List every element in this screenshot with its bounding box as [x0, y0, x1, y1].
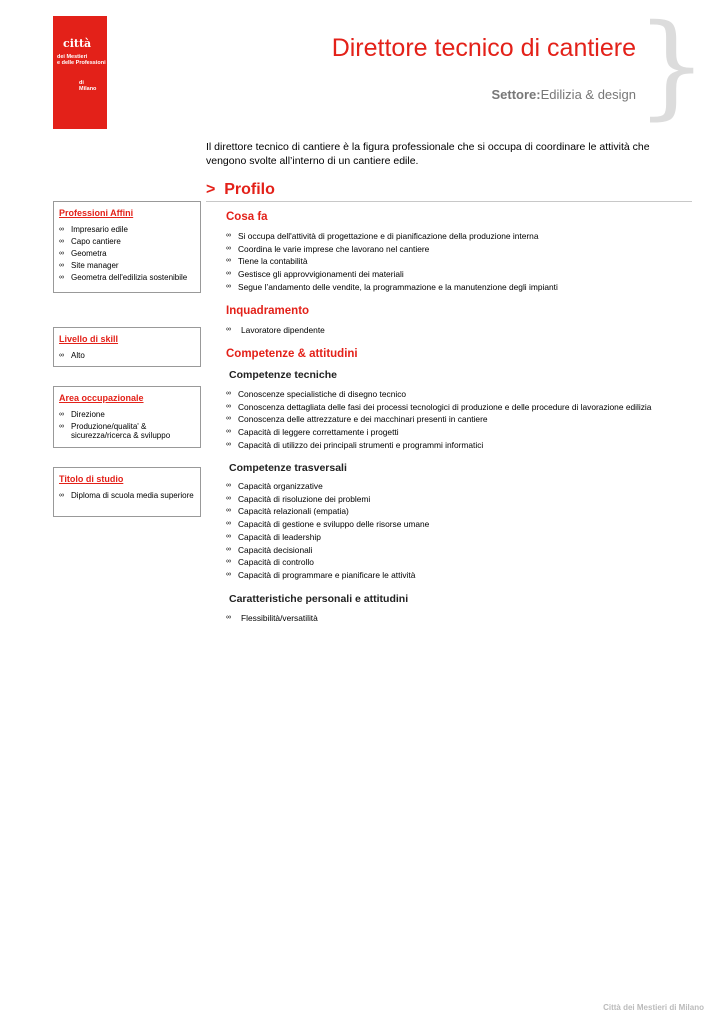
competenze-trasversali-heading: Competenze trasversali: [229, 462, 347, 474]
infinity-bullet-icon: ∞: [59, 226, 64, 233]
titolo-title: Titolo di studio: [59, 474, 124, 484]
infinity-bullet-icon: ∞: [59, 262, 64, 269]
infinity-bullet-icon: ∞: [59, 423, 64, 430]
infinity-bullet-icon: ∞: [226, 532, 231, 540]
competenze-trasversali-list: [226, 480, 429, 582]
sidebar-box-professioni: [53, 201, 201, 293]
infinity-bullet-icon: ∞: [226, 415, 231, 423]
cosa-fa-list: [226, 230, 558, 294]
infinity-bullet-icon: ∞: [226, 520, 231, 528]
list-item: ∞ Flessibilità/versatilità: [226, 613, 318, 623]
profilo-heading: [206, 181, 692, 202]
infinity-bullet-icon: ∞: [226, 326, 231, 333]
infinity-bullet-icon: ∞: [226, 390, 231, 397]
list-item: ∞ Impresario edile: [59, 225, 128, 234]
list-item: ∞ Geometra dell'edilizia sostenibile: [59, 273, 188, 282]
list-item: ∞ Capo cantiere: [59, 237, 121, 246]
infinity-bullet-icon: ∞: [226, 402, 231, 410]
list-item: ∞ Gestisce gli approvvigionamenti dei materiali: [226, 269, 404, 280]
list-item: ∞ Segue l’andamento delle vendite, la programmazione e la manutenzione degli impianti: [226, 281, 558, 292]
list-item: ∞ Geometra: [59, 249, 107, 258]
sidebar-box-skill: [53, 327, 201, 367]
infinity-bullet-icon: ∞: [59, 352, 64, 359]
professioni-title: Professioni Affini: [59, 208, 134, 218]
list-item: ∞ Produzione/qualita' & sicurezza/ricerca & sviluppo: [59, 422, 171, 440]
infinity-bullet-icon: ∞: [226, 270, 231, 278]
logo-line-mestieri-b: e delle Professioni: [57, 60, 106, 66]
sidebar-box-titolo: [53, 467, 201, 517]
caratteristiche-heading: Caratteristiche personali e attitudini: [229, 593, 409, 605]
logo-line-mestieri: [57, 54, 107, 66]
caratteristiche-list: [226, 612, 318, 625]
list-item: ∞ Site manager: [59, 261, 119, 270]
skill-title: Livello di skill: [59, 334, 119, 344]
titolo-list: [59, 491, 195, 500]
list-item: ∞ Conoscenze specialistiche di disegno tecnico: [226, 389, 407, 399]
list-item: ∞ Direzione: [59, 410, 105, 419]
infinity-bullet-icon: ∞: [226, 282, 231, 290]
infinity-bullet-icon: ∞: [226, 545, 231, 553]
intro-paragraph: Il direttore tecnico di cantiere è la figura professionale che si occupa di coordinare le attività che vengono svolte all’interno di un cantiere edile.: [206, 141, 650, 167]
competenze-tecniche-heading: Competenze tecniche: [229, 369, 337, 381]
sidebar-box-area: [53, 386, 201, 448]
infinity-bullet-icon: ∞: [226, 232, 231, 239]
list-item: ∞ Diploma di scuola media superiore: [59, 491, 194, 500]
list-item: ∞ Lavoratore dipendente: [226, 325, 325, 335]
infinity-bullet-icon: ∞: [226, 428, 231, 436]
competenze-heading: Competenze & attitudini: [226, 348, 358, 360]
footer-text: Città dei Mestieri di Milano: [603, 1003, 704, 1012]
infinity-bullet-icon: ∞: [59, 274, 64, 281]
logo-line-milano-text: Milano: [79, 86, 97, 92]
logo-line-milano: [79, 80, 96, 92]
profilo-title: Profilo: [224, 181, 275, 198]
list-item: ∞ Capacità relazionali (empatia): [226, 506, 349, 517]
infinity-bullet-icon: ∞: [226, 257, 231, 265]
list-item: ∞ Capacità di utilizzo dei principali strumenti e programmi informatici: [226, 439, 484, 450]
infinity-bullet-icon: ∞: [226, 614, 231, 621]
logo-line-citta: città: [63, 37, 92, 50]
list-item: ∞ Conoscenza dettagliata delle fasi dei processi tecnologici di produzione e delle procedure di lavorazione edilizia: [226, 401, 652, 412]
infinity-bullet-icon: ∞: [59, 250, 64, 257]
list-item: ∞ Capacità di leggere correttamente i progetti: [226, 427, 399, 438]
list-item: ∞ Alto: [59, 351, 85, 360]
list-item: ∞ Si occupa dell'attività di progettazione e di pianificazione della produzione interna: [226, 231, 539, 241]
infinity-bullet-icon: ∞: [59, 492, 64, 499]
profilo-marker: >: [206, 181, 216, 198]
logo: [53, 16, 107, 129]
logo-line-di: di: [79, 80, 84, 86]
decorative-brace: }: [636, 1, 708, 131]
settore-label: Settore:: [491, 87, 541, 102]
infinity-bullet-icon: ∞: [226, 482, 231, 489]
skill-list: [59, 351, 195, 360]
page-title: Direttore tecnico di cantiere: [331, 34, 636, 62]
list-item: ∞ Capacità di leadership: [226, 531, 321, 542]
list-item: ∞ Capacità di programmare e pianificare le attività: [226, 569, 416, 580]
infinity-bullet-icon: ∞: [59, 411, 64, 418]
infinity-bullet-icon: ∞: [226, 244, 231, 252]
professioni-list: [59, 225, 195, 282]
infinity-bullet-icon: ∞: [226, 507, 231, 515]
settore-line: [491, 87, 636, 102]
list-item: ∞ Capacità di gestione e sviluppo delle risorse umane: [226, 519, 430, 530]
list-item: ∞ Coordina le varie imprese che lavorano nel cantiere: [226, 243, 430, 254]
list-item: ∞ Capacità di controllo: [226, 557, 314, 568]
list-item: ∞ Capacità organizzative: [226, 481, 323, 491]
infinity-bullet-icon: ∞: [226, 558, 231, 566]
area-title: Area occupazionale: [59, 393, 144, 403]
cosa-fa-heading: Cosa fa: [226, 211, 268, 223]
infinity-bullet-icon: ∞: [226, 494, 231, 502]
list-item: ∞ Capacità decisionali: [226, 544, 313, 555]
inquadramento-heading: Inquadramento: [226, 305, 310, 317]
list-item: ∞ Tiene la contabilità: [226, 256, 308, 267]
infinity-bullet-icon: ∞: [226, 440, 231, 448]
logo-line-mestieri-a: dei Mestieri: [57, 54, 88, 60]
area-list: [59, 410, 195, 440]
inquadramento-list: [226, 324, 325, 337]
settore-value: Edilizia & design: [540, 87, 636, 102]
list-item: ∞ Capacità di risoluzione dei problemi: [226, 493, 371, 504]
list-item: ∞ Conoscenza delle attrezzature e dei macchinari presenti in cantiere: [226, 414, 488, 425]
infinity-bullet-icon: ∞: [59, 238, 64, 245]
infinity-bullet-icon: ∞: [226, 570, 231, 578]
competenze-tecniche-list: [226, 388, 651, 452]
